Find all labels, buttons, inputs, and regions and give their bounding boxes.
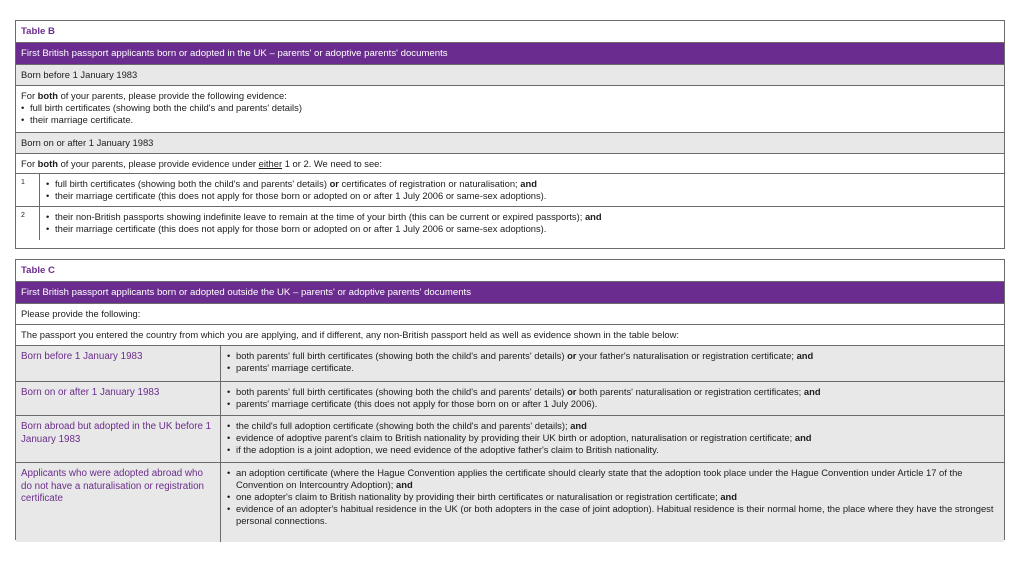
born-before-1983-evidence	[16, 86, 1004, 133]
list-item: • full birth certificates (showing both the child's and parents' details) or certificates of registration or naturalisation; and	[46, 178, 998, 190]
list-item: • both parents' full birth certificates (showing both the child's and parents' details) or your father's naturalisation or registration certificate; and	[227, 350, 998, 362]
row-label: Born before 1 January 1983	[16, 346, 221, 381]
list-item: • parents' marriage certificate (this does not apply for those born on or after 1 July 2006).	[227, 398, 998, 410]
evidence-intro: For both of your parents, please provide the following evidence:	[21, 90, 287, 101]
table-c-row	[16, 416, 1004, 463]
row-label: Applicants who were adopted abroad who do not have a naturalisation or registration certificate	[16, 463, 221, 542]
list-item: • their marriage certificate.	[21, 114, 999, 126]
list-item: • their marriage certificate (this does not apply for those born or adopted on or after 1 July 2006 or same-sex adoptions).	[46, 190, 998, 202]
table-b-header: First British passport applicants born or adopted in the UK – parents' or adoptive parents' documents	[16, 43, 1004, 65]
list-item: • their marriage certificate (this does not apply for those born or adopted on or after 1 July 2006 or same-sex adoptions).	[46, 223, 998, 235]
list-item: • evidence of an adopter's habitual residence in the UK (or both adopters in the case of joint adoption). Habitual residence is their normal home, the place where they have the strongest personal connections.	[227, 503, 998, 527]
table-c-intro: Please provide the following:	[16, 304, 1004, 325]
table-c	[15, 259, 1005, 540]
list-item: • one adopter's claim to British nationality by providing their birth certificates or naturalisation or registration certificate; and	[227, 491, 998, 503]
table-b	[15, 20, 1005, 249]
list-item: • evidence of adoptive parent's claim to British nationality by providing their UK birth or adoption, naturalisation or registration certificate; and	[227, 432, 998, 444]
list-item: • the child's full adoption certificate (showing both the child's and parents' details); and	[227, 420, 998, 432]
table-c-header: First British passport applicants born or adopted outside the UK – parents' or adoptive parents' documents	[16, 282, 1004, 304]
list-item: • if the adoption is a joint adoption, we need evidence of the adoptive father's claim to British nationality.	[227, 444, 998, 456]
list-item: • full birth certificates (showing both the child's and parents' details)	[21, 102, 999, 114]
born-before-1983-label: Born before 1 January 1983	[16, 65, 1004, 86]
table-b-title: Table B	[16, 21, 1004, 43]
list-item: • an adoption certificate (where the Hague Convention applies the certificate should clearly state that the adoption took place under the Hague Convention under Article 17 of the Convention on Intercountry Adoption); and	[227, 467, 998, 491]
list-item: • their non-British passports showing indefinite leave to remain at the time of your birth (this can be current or expired passports); and	[46, 211, 998, 223]
option-1-row	[16, 174, 1004, 207]
option-number: 1	[16, 174, 40, 206]
list-item: • parents' marriage certificate.	[227, 362, 998, 374]
table-c-passport-note: The passport you entered the country from which you are applying, and if different, any non-British passport held as well as evidence shown in the table below:	[16, 325, 1004, 346]
table-c-row	[16, 463, 1004, 542]
born-after-1983-label: Born on or after 1 January 1983	[16, 133, 1004, 154]
option-2-row	[16, 207, 1004, 240]
row-label: Born on or after 1 January 1983	[16, 382, 221, 415]
table-c-row	[16, 382, 1004, 416]
list-item: • both parents' full birth certificates (showing both the child's and parents' details) or both parents' naturalisation or registration certificates; and	[227, 386, 998, 398]
row-label: Born abroad but adopted in the UK before 1 January 1983	[16, 416, 221, 462]
option-number: 2	[16, 207, 40, 240]
table-c-row	[16, 346, 1004, 382]
born-after-1983-intro: For both of your parents, please provide evidence under either 1 or 2. We need to see:	[16, 154, 1004, 174]
table-c-title: Table C	[16, 260, 1004, 282]
